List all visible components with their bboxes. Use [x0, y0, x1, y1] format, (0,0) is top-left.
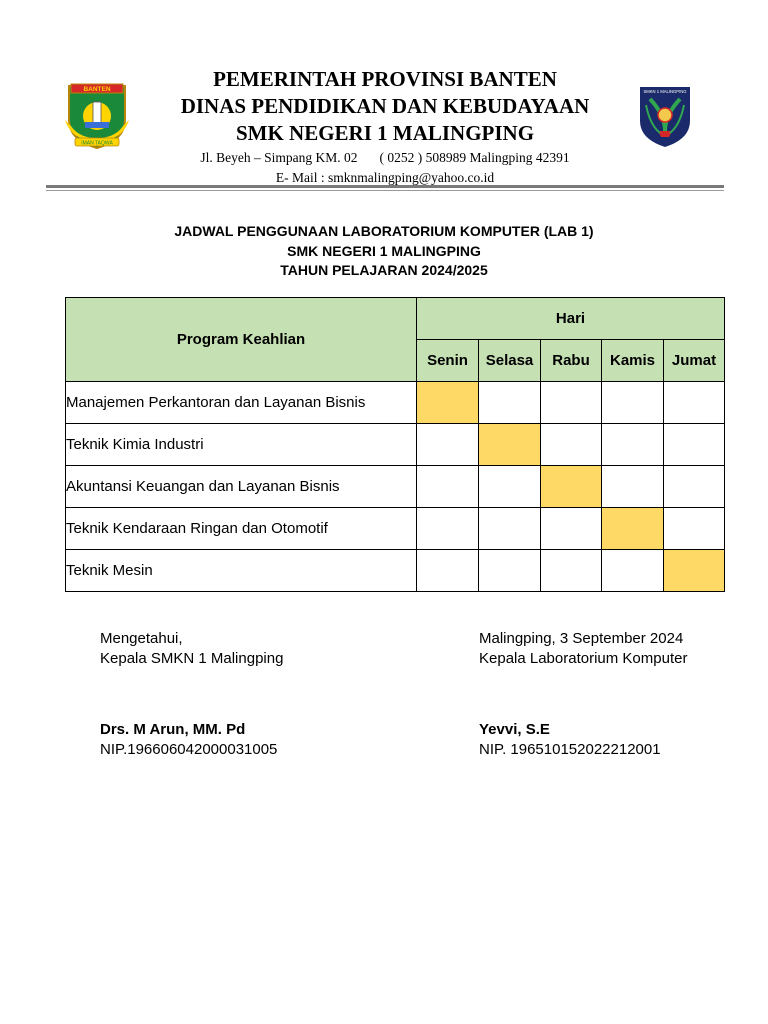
- day-cell: [479, 550, 541, 592]
- scheduled-day-cell: [541, 466, 602, 508]
- header-day-jumat: Jumat: [664, 340, 725, 382]
- day-cell: [602, 424, 664, 466]
- header-day-senin: Senin: [417, 340, 479, 382]
- signature-right-place-date: Malingping, 3 September 2024: [479, 630, 684, 647]
- day-cell: [541, 382, 602, 424]
- letterhead-government: PEMERINTAH PROVINSI BANTEN: [213, 67, 557, 91]
- letterhead-address-line: [140, 148, 630, 168]
- program-cell: Akuntansi Keuangan dan Layanan Bisnis: [66, 466, 417, 508]
- letterhead-address: Jl. Beyeh – Simpang KM. 02: [200, 150, 358, 165]
- table-row: [66, 382, 725, 424]
- header-day-selasa: Selasa: [479, 340, 541, 382]
- program-cell: Teknik Kendaraan Ringan dan Otomotif: [66, 508, 417, 550]
- document-title: [0, 222, 768, 281]
- day-cell: [664, 508, 725, 550]
- day-cell: [479, 382, 541, 424]
- table-row: [66, 508, 725, 550]
- logo-motto-text: IMAN TAQWA: [81, 140, 113, 147]
- title-line-3: TAHUN PELAJARAN 2024/2025: [280, 262, 488, 278]
- scheduled-day-cell: [602, 508, 664, 550]
- program-cell: Teknik Kimia Industri: [66, 424, 417, 466]
- table-row: [66, 466, 725, 508]
- day-cell: [602, 382, 664, 424]
- program-cell: Teknik Mesin: [66, 550, 417, 592]
- banten-province-logo: [63, 80, 131, 150]
- table-row: [66, 424, 725, 466]
- signature-left-name: Drs. M Arun, MM. Pd: [100, 721, 246, 738]
- letterhead-phone: ( 0252 ) 508989 Malingping 42391: [379, 150, 570, 165]
- scheduled-day-cell: [417, 382, 479, 424]
- signature-left-line1: Mengetahui,: [100, 630, 183, 647]
- letterhead-school: SMK NEGERI 1 MALINGPING: [235, 121, 535, 145]
- title-line-1: JADWAL PENGGUNAAN LABORATORIUM KOMPUTER (LAB 1): [174, 223, 594, 239]
- letterhead-divider-thick: [46, 185, 724, 188]
- signature-left-title: Kepala SMKN 1 Malingping: [100, 649, 284, 667]
- day-cell: [417, 508, 479, 550]
- program-cell: Manajemen Perkantoran dan Layanan Bisnis: [66, 382, 417, 424]
- letterhead: [140, 66, 630, 188]
- header-day-kamis: Kamis: [602, 340, 664, 382]
- day-cell: [541, 424, 602, 466]
- signature-left-nip: NIP.196606042000031005: [100, 740, 278, 758]
- day-cell: [541, 508, 602, 550]
- scheduled-day-cell: [479, 424, 541, 466]
- day-cell: [541, 550, 602, 592]
- signature-right: [479, 629, 687, 759]
- logo-banner-text: BANTEN: [83, 86, 111, 93]
- letterhead-email: E- Mail : smknmalingping@yahoo.co.id: [275, 170, 495, 185]
- header-program: Program Keahlian: [66, 298, 417, 382]
- day-cell: [602, 466, 664, 508]
- day-cell: [664, 424, 725, 466]
- title-line-2: SMK NEGERI 1 MALINGPING: [287, 242, 481, 259]
- schedule-table: [65, 297, 725, 592]
- signature-right-title: Kepala Laboratorium Komputer: [479, 649, 688, 667]
- day-cell: [664, 382, 725, 424]
- day-cell: [664, 466, 725, 508]
- signature-right-name: Yevvi, S.E: [479, 721, 550, 738]
- header-day-group: Hari: [417, 298, 725, 340]
- table-row: [66, 550, 725, 592]
- school-logo-text: SMKN 1 MALINGPING: [643, 89, 687, 94]
- day-cell: [417, 550, 479, 592]
- signature-left: [100, 629, 283, 759]
- day-cell: [479, 466, 541, 508]
- header-day-rabu: Rabu: [541, 340, 602, 382]
- scheduled-day-cell: [664, 550, 725, 592]
- day-cell: [417, 424, 479, 466]
- day-cell: [479, 508, 541, 550]
- letterhead-divider-thin: [46, 190, 724, 191]
- school-logo: [638, 85, 692, 148]
- day-cell: [602, 550, 664, 592]
- letterhead-department: DINAS PENDIDIKAN DAN KEBUDAYAAN: [180, 94, 590, 118]
- day-cell: [417, 466, 479, 508]
- signature-right-nip: NIP. 196510152022212001: [479, 740, 661, 758]
